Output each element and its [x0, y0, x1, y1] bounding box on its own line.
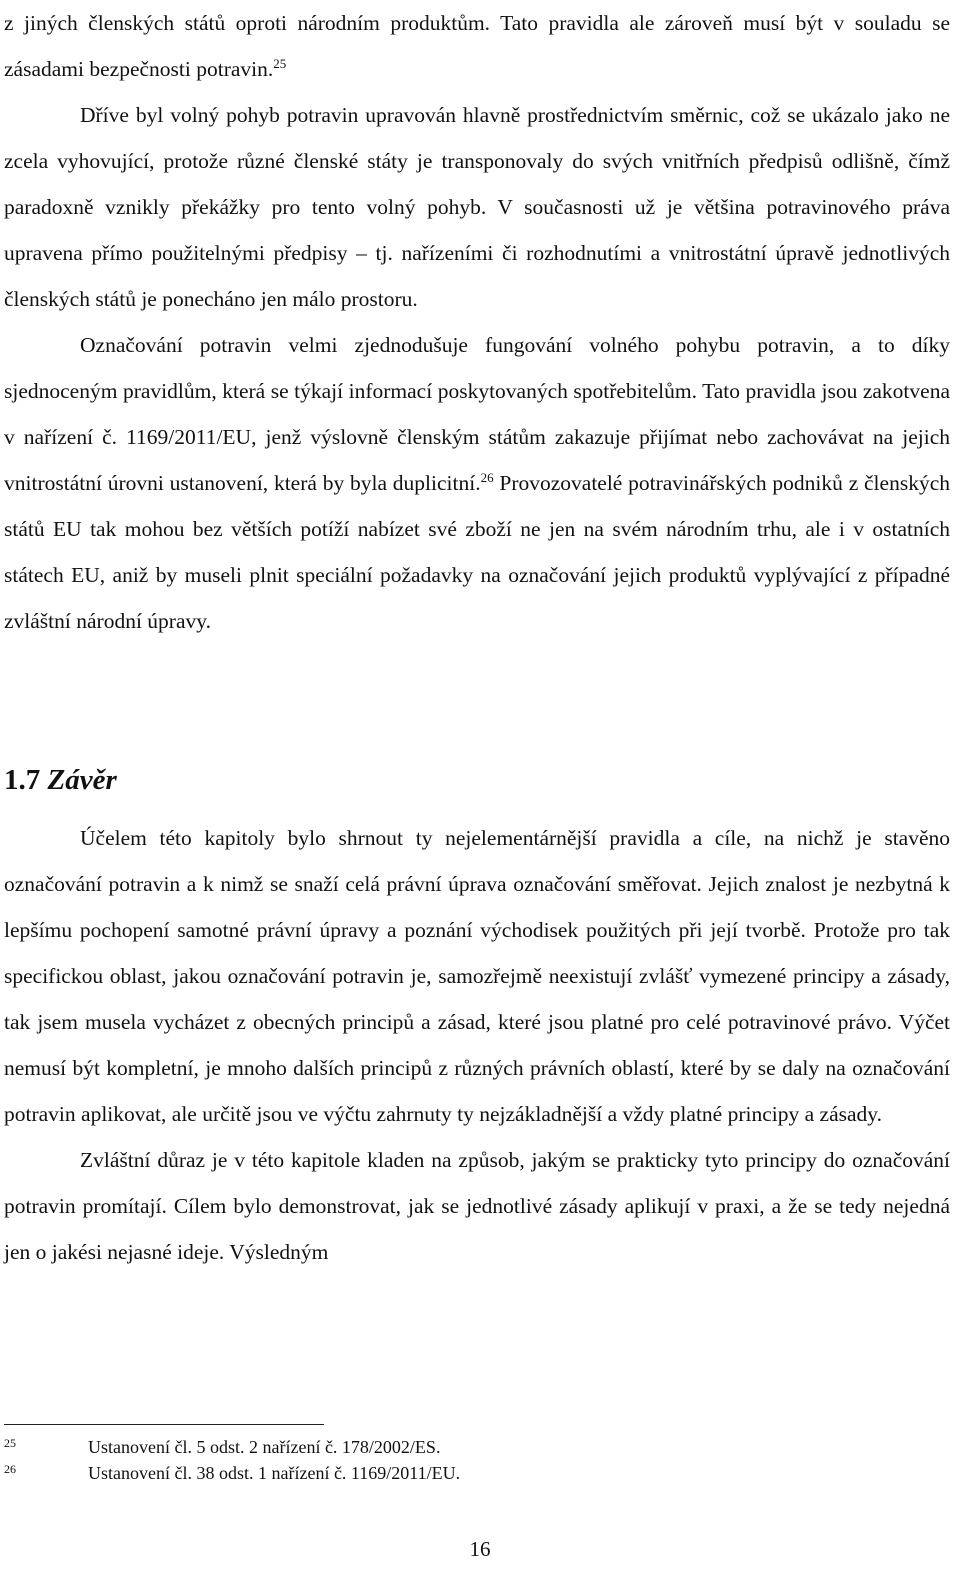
- body-text-bottom: [4, 815, 950, 1275]
- page-number: 16: [469, 1537, 491, 1561]
- footnote: [4, 1460, 704, 1486]
- paragraph-text: Označování potravin velmi zjednodušuje fungování volného pohybu potravin, a to díky sjednoceným pravidlům, která se týkají informací poskytovaných spotřebitelům. Tato pravidla jsou zakotvena v nařízení č. 1169/2011/EU, jenž výslovně členským státům zakazuje přijímat nebo zachovávat na jejich vnitrostátní úrovni ustanovení, která by byla duplicitní.: [4, 333, 950, 495]
- footnote-number: 26: [4, 1462, 16, 1476]
- section-heading: [4, 757, 117, 803]
- footnotes: [4, 1434, 704, 1486]
- footnote-separator: [4, 1424, 324, 1425]
- footnote: [4, 1434, 704, 1460]
- body-text-top: [4, 0, 950, 644]
- paragraph-text-after: Provozovatelé potravinářských podniků z členských států EU tak mohou bez větších potíží nabízet své zboží ne jen na svém národním trhu, ale i v ostatních státech EU, aniž by museli plnit speciální požadavky na označování jejich produktů vyplývající z případné zvláštní národní úpravy.: [4, 471, 950, 633]
- paragraph: Účelem této kapitoly bylo shrnout ty nejelementárnější pravidla a cíle, na nichž je stavěno označování potravin a k nimž se snaží celá právní úprava označování směřovat. Jejich znalost je nezbytná k lepšímu pochopení samotné právní úpravy a poznání východisek použitých při její tvorbě. Protože pro tak specifickou oblast, jakou označování potravin je, samozřejmě neexistují zvlášť vymezené principy a zásady, tak jsem musela vycházet z obecných principů a zásad, které jsou platné pro celé potravinové právo. Výčet nemusí být kompletní, je mnoho dalších principů z různých právních oblastí, které by se daly na označování potravin aplikovat, ale určitě jsou ve výčtu zahrnuty ty nejzákladnější a vždy platné principy a zásady.: [4, 826, 950, 1126]
- paragraph-text: z jiných členských států oproti národním produktům. Tato pravidla ale zároveň musí být v souladu se zásadami bezpečnosti potravin.: [4, 11, 950, 81]
- paragraph: [4, 322, 950, 644]
- paragraph: Dříve byl volný pohyb potravin upravován hlavně prostřednictvím směrnic, což se ukázalo jako ne zcela vyhovující, protože různé členské státy je transponovaly do svých vnitřních předpisů odlišně, čímž paradoxně vznikly překážky pro tento volný pohyb. V současnosti už je většina potravinového práva upravena přímo použitelnými předpisy – tj. nařízeními či rozhodnutími a vnitrostátní úpravě jednotlivých členských států je ponecháno jen málo prostoru.: [4, 103, 950, 311]
- footnote-ref-26: 26: [480, 469, 494, 485]
- section-title: Závěr: [47, 764, 117, 796]
- paragraph-continuation: [4, 0, 950, 92]
- footnote-number: 25: [4, 1436, 16, 1450]
- footnote-ref-25: 25: [273, 55, 287, 71]
- section-number: 1.7: [4, 764, 41, 796]
- footnote-text: Ustanovení čl. 5 odst. 2 nařízení č. 178/2002/ES.: [88, 1437, 441, 1457]
- paragraph: Zvláštní důraz je v této kapitole kladen na způsob, jakým se prakticky tyto principy do označování potravin promítají. Cílem bylo demonstrovat, jak se jednotlivé zásady aplikují v praxi, a že se tedy nejedná jen o jakési nejasné ideje. Výsledným: [4, 1148, 950, 1264]
- footnote-text: Ustanovení čl. 38 odst. 1 nařízení č. 1169/2011/EU.: [88, 1463, 461, 1483]
